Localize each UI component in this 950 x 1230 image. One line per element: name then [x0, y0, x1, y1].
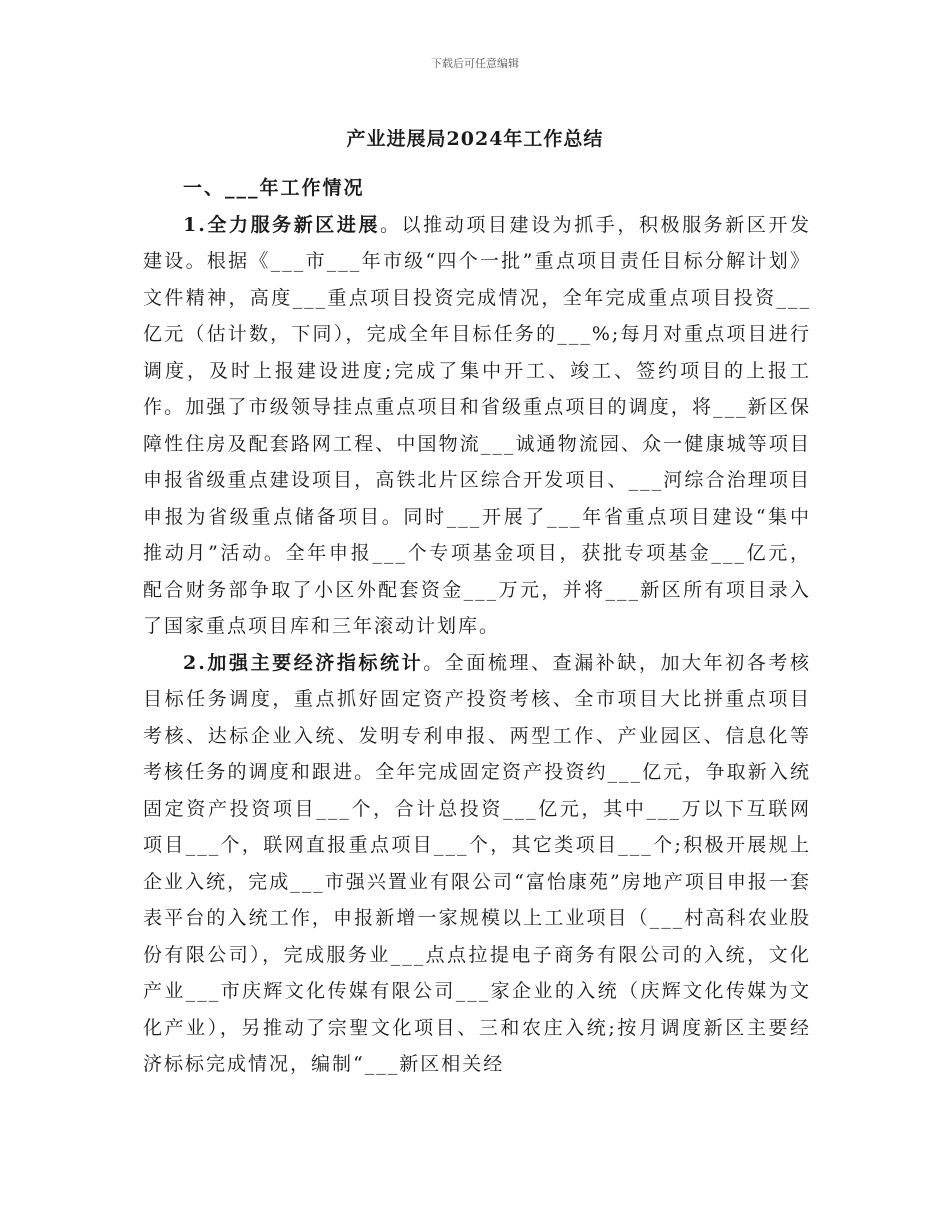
section-heading: 一、___年工作情况: [183, 177, 365, 199]
paragraph-2-lead: 2.加强主要经济指标统计: [183, 651, 424, 674]
paragraph-1-text: 。以推动项目建设为抓手，积极服务新区开发建设。根据《___市___年市级“四个一批”重点项目责任目标分解计划》文件精神，高度___重点项目投资完成情况，全年完成重点项目投资___亿元（估计数，下同），完成全年目标任务的___%;每月对重点项目进行调度，及时上报建设进度;完成了集中开工、竣工、签约项目的上报工作。加强了市级领导挂点重点项目和省级重点项目的调度，将___新区保障性住房及配套路网工程、中国物流___诚通物流园、众一健康城等项目申报省级重点建设项目，高铁北片区综合开发项目、___河综合治理项目申报为省级重点储备项目。同时___开展了___年省重点项目建设“集中推动月”活动。全年申报___个专项基金项目，获批专项基金___亿元，配合财务部争取了小区外配套资金___万元，并将___新区所有项目录入了国家重点项目库和三年滚动计划库。: [143, 213, 811, 637]
header-note: 下载后可任意编辑: [431, 57, 519, 70]
paragraph-1: [143, 207, 811, 645]
document-body: [143, 170, 811, 1083]
paragraph-2: [143, 645, 811, 1083]
document-title: 产业进展局2024年工作总结: [346, 128, 604, 150]
paragraph-2-text: 。全面梳理、查漏补缺，加大年初各考核目标任务调度，重点抓好固定资产投资考核、全市项目大比拼重点项目考核、达标企业入统、发明专利申报、两型工作、产业园区、信息化等考核任务的调度和跟进。全年完成固定资产投资约___亿元，争取新入统固定资产投资项目___个，合计总投资___亿元，其中___万以下互联网项目___个，联网直报重点项目___个，其它类项目___个;积极开展规上企业入统，完成___市强兴置业有限公司“富怡康苑”房地产项目申报一套表平台的入统工作，申报新增一家规模以上工业项目（___村高科农业股份有限公司），完成服务业___点点拉提电子商务有限公司的入统，文化产业___市庆辉文化传媒有限公司___家企业的入统（庆辉文化传媒为文化产业），另推动了宗聖文化项目、三和农庄入统;按月调度新区主要经济标标完成情况，编制“___新区相关经: [143, 651, 811, 1075]
paragraph-1-lead: 1.全力服务新区进展: [183, 213, 381, 236]
